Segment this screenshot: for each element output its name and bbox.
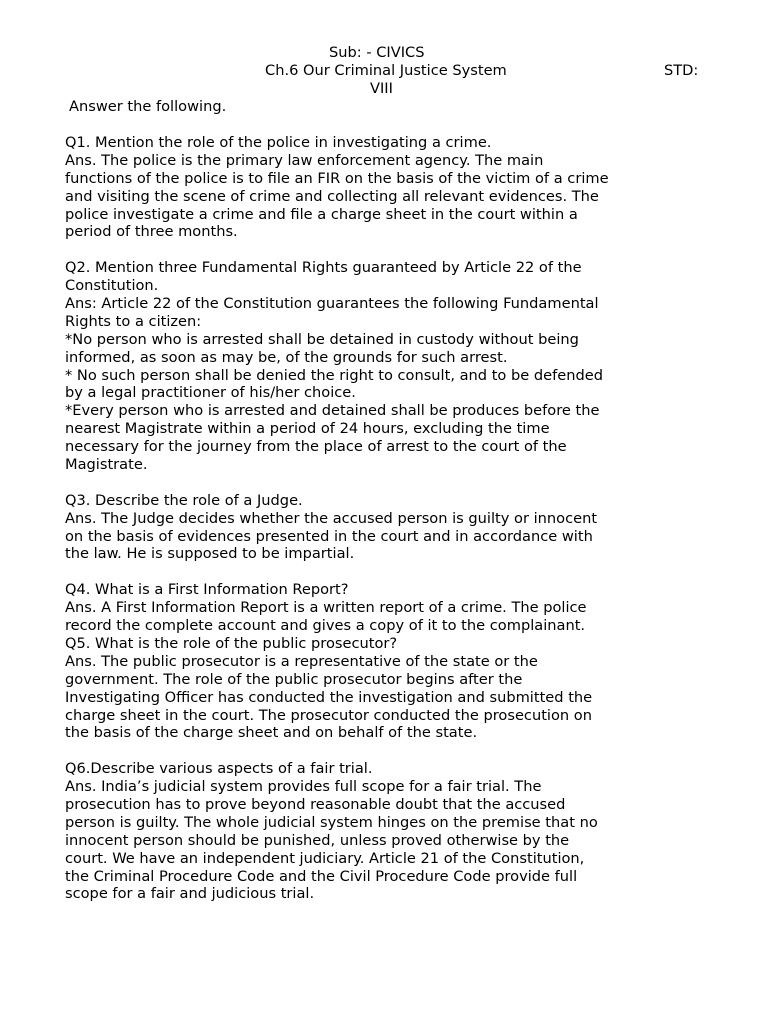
answer-line: Ans. The Judge decides whether the accused person is guilty or innocent (65, 509, 598, 527)
answer-line: *No person who is arrested shall be detained in custody without being (65, 330, 579, 348)
answer-line: Investigating Officer has conducted the investigation and submitted the (65, 688, 593, 706)
answer-line: record the complete account and gives a copy of it to the complainant. (65, 617, 586, 635)
question-line: Q1. Mention the role of the police in investigating a crime. (65, 134, 492, 151)
answer-line: Ans. India’s judicial system provides full scope for a fair trial. The (65, 778, 542, 796)
answer-line: Constitution. (65, 277, 159, 295)
answer-line: Ans. The public prosecutor is a representative of the state or the (65, 652, 538, 670)
answer-line: period of three months. (65, 223, 238, 241)
class-value: VIII (370, 80, 393, 97)
blank-line (65, 241, 733, 259)
answer-line: informed, as soon as may be, of the grounds for such arrest. (65, 348, 508, 366)
question-line: Q3. Describe the role of a Judge. (65, 491, 303, 509)
answer-line: * No such person shall be denied the right to consult, and to be defended (65, 366, 603, 384)
subject-heading: Sub: - CIVICS (329, 44, 425, 61)
answer-line: necessary for the journey from the place of arrest to the court of the (65, 438, 567, 456)
answer-line: police investigate a crime and file a charge sheet in the court within a (65, 205, 578, 223)
answer-line: Ans: Article 22 of the Constitution guarantees the following Fundamental (65, 295, 599, 313)
blank-line (65, 563, 733, 581)
answer-line: the Criminal Procedure Code and the Civil Procedure Code provide full (65, 867, 578, 885)
answer-line: Magistrate. (65, 456, 148, 474)
answer-line: functions of the police is to file an FIR on the basis of the victim of a crime (65, 169, 609, 187)
answer-line: *Every person who is arrested and detained shall be produces before the (65, 402, 600, 420)
instruction-text: Answer the following. (69, 98, 227, 115)
blank-line (65, 474, 733, 492)
answer-line: by a legal practitioner of his/her choice. (65, 384, 356, 402)
answer-line: court. We have an independent judiciary. Article 21 of the Constitution, (65, 849, 585, 867)
answer-line: person is guilty. The whole judicial system hinges on the premise that no (65, 813, 598, 831)
question-line: Q5. What is the role of the public prosecutor? (65, 634, 398, 652)
question-line: Q6.Describe various aspects of a fair trial. (65, 760, 373, 778)
answer-line: and visiting the scene of crime and collecting all relevant evidences. The (65, 187, 599, 205)
answer-line: the law. He is supposed to be impartial. (65, 545, 355, 563)
question-line: Q2. Mention three Fundamental Rights guaranteed by Article 22 of the (65, 259, 582, 277)
answer-line: scope for a fair and judicious trial. (65, 885, 315, 903)
question-answer-body (65, 134, 733, 903)
answer-line: innocent person should be punished, unless proved otherwise by the (65, 831, 570, 849)
blank-line (65, 742, 733, 760)
answer-line: Ans. The police is the primary law enforcement agency. The main (65, 151, 544, 169)
chapter-heading: Ch.6 Our Criminal Justice System (265, 62, 507, 79)
answer-line: Rights to a citizen: (65, 312, 202, 330)
answer-line: charge sheet in the court. The prosecutor conducted the prosecution on (65, 706, 592, 724)
answer-line: prosecution has to prove beyond reasonable doubt that the accused (65, 795, 566, 813)
answer-line: Ans. A First Information Report is a written report of a crime. The police (65, 599, 587, 617)
answer-line: the basis of the charge sheet and on behalf of the state. (65, 724, 478, 742)
std-label: STD: (664, 62, 699, 79)
answer-line: on the basis of evidences presented in the court and in accordance with (65, 527, 593, 545)
answer-line: nearest Magistrate within a period of 24 hours, excluding the time (65, 420, 550, 438)
question-line: Q4. What is a First Information Report? (65, 581, 349, 599)
answer-line: government. The role of the public prosecutor begins after the (65, 670, 523, 688)
